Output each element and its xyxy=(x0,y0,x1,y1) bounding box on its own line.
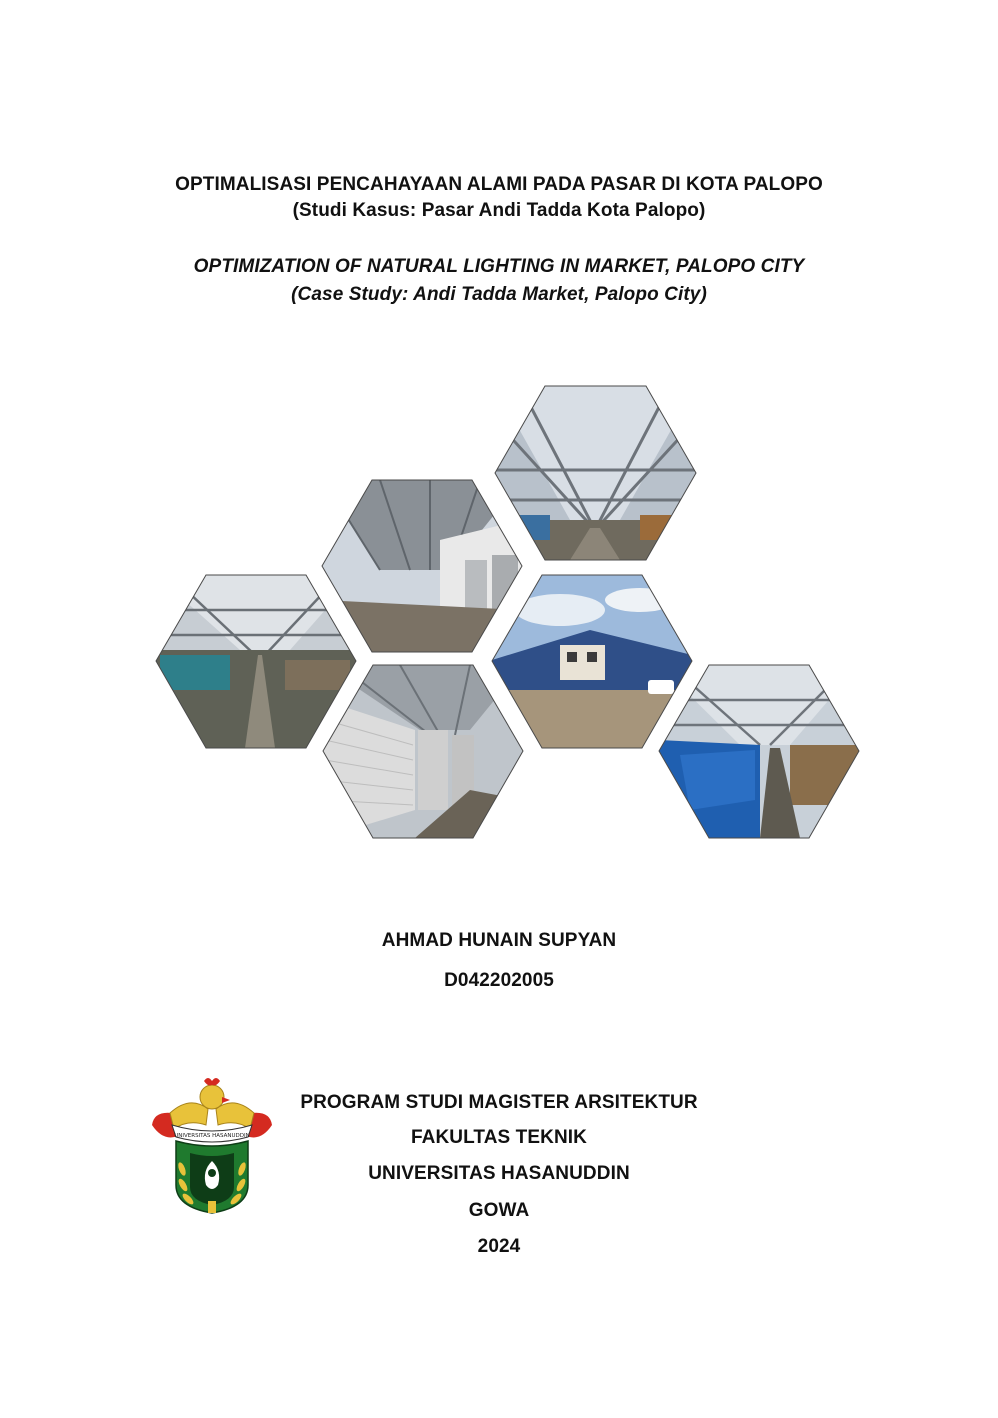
year: 2024 xyxy=(477,1236,521,1257)
city-name: GOWA xyxy=(468,1200,530,1221)
university-name: UNIVERSITAS HASANUDDIN xyxy=(368,1163,630,1184)
photo-market-building-exterior xyxy=(492,575,692,748)
photo-market-roof-interior-top xyxy=(495,386,696,560)
photo-market-aisle-left xyxy=(156,575,356,748)
title-english-line1: OPTIMIZATION OF NATURAL LIGHTING IN MARKET, PALOPO CITY xyxy=(193,256,805,277)
svg-text:UNIVERSITAS HASANUDDIN: UNIVERSITAS HASANUDDIN xyxy=(174,1133,250,1139)
faculty-name: FAKULTAS TEKNIK xyxy=(410,1127,587,1148)
photo-shop-corridor-left xyxy=(322,480,522,652)
title-english-line2: (Case Study: Andi Tadda Market, Palopo City) xyxy=(291,284,707,305)
title-indonesian-line1: OPTIMALISASI PENCAHAYAAN ALAMI PADA PASAR DI KOTA PALOPO xyxy=(175,174,823,195)
photo-shutter-corridor xyxy=(323,665,523,838)
photo-market-blue-tarps xyxy=(659,665,859,838)
program-name: PROGRAM STUDI MAGISTER ARSITEKTUR xyxy=(300,1092,698,1113)
student-id: D042202005 xyxy=(444,970,554,991)
title-indonesian-line2: (Studi Kasus: Pasar Andi Tadda Kota Palopo) xyxy=(292,200,706,221)
author-name: AHMAD HUNAIN SUPYAN xyxy=(381,930,617,951)
